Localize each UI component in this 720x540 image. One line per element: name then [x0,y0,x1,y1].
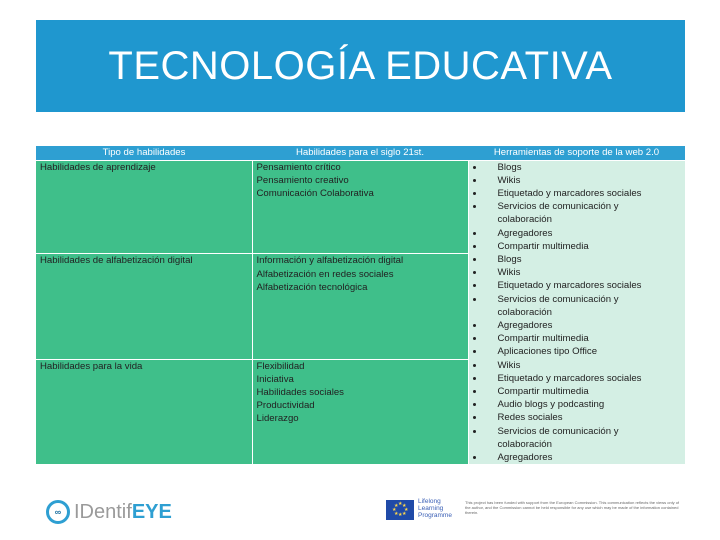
tool-item: Etiquetado y marcadores sociales [469,372,686,385]
skill-item: Liderazgo [256,413,299,425]
title-banner [36,20,685,112]
skill-item: Pensamiento creativo [256,174,349,186]
brand-wordmark: IDentifEYE [74,500,172,523]
skill-type-cell [36,359,252,464]
eu-disclaimer: This project has been funded with support from the European Commission. This communication reflects the views only of the author, and the Commission cannot be held responsible for any use which may be made of the information contained therein. [465,500,680,515]
tool-item: Servicios de comunicación y [469,425,686,438]
table-header-row [36,146,685,160]
skill-item: Pensamiento crítico [256,161,341,173]
llp-text: Lifelong Learning Programme [418,498,452,519]
tool-item-continuation: colaboración [497,214,552,226]
header-web-tools: Herramientas de soporte de la web 2.0 [468,146,685,160]
skill-type-label: Habilidades de alfabetización digital [40,255,193,267]
tool-item: Blogs [469,253,686,266]
header-skill-type: Tipo de habilidades [36,146,252,160]
skill-type-cell [36,254,252,359]
footer [0,490,720,535]
tool-item: Agregadores [469,319,686,332]
skills-cell [252,359,468,464]
tool-item: Agregadores [469,227,686,240]
tool-item: Compartir multimedia [469,332,686,345]
skill-item: Alfabetización en redes sociales [256,268,394,280]
skill-item: Flexibilidad [256,360,305,372]
skill-type-label: Habilidades para la vida [40,360,143,372]
tool-item: Compartir multimedia [469,240,686,253]
tools-cell [468,160,685,464]
header-21st-century-skills: Habilidades para el siglo 21st. [252,146,468,160]
eye-logo-icon: ∞ [46,500,70,524]
tool-item-continuation: colaboración [497,306,552,318]
tool-item: Servicios de comunicación y [469,200,686,213]
identifeye-logo [46,498,196,526]
skills-cell [252,254,468,359]
skill-item: Habilidades sociales [256,386,344,398]
tool-item: Wikis [469,174,686,187]
skill-item: Información y alfabetización digital [256,255,404,267]
tool-item: Wikis [469,266,686,279]
tool-item: Etiquetado y marcadores sociales [469,279,686,292]
tool-item-continuation: colaboración [497,438,552,450]
table-row [36,160,685,254]
skill-type-label: Habilidades de aprendizaje [40,161,156,173]
skills-cell [252,160,468,254]
skill-type-cell [36,160,252,254]
skill-item: Comunicación Colaborativa [256,187,374,199]
tool-item: Agregadores [469,451,686,464]
skills-table [36,146,685,464]
skill-item: Iniciativa [256,373,294,385]
eu-flag-icon: ★ ★ ★ ★ ★ ★ ★ ★ [386,500,414,520]
page-title: TECNOLOGÍA EDUCATIVA [108,43,613,88]
tool-item: Wikis [469,359,686,372]
skill-item: Productividad [256,400,315,412]
tool-item: Audio blogs y podcasting [469,398,686,411]
lifelong-learning-logo [386,498,476,528]
tool-item: Compartir multimedia [469,385,686,398]
skill-item: Alfabetización tecnológica [256,281,368,293]
tool-item: Redes sociales [469,411,686,424]
tool-item: Blogs [469,161,686,174]
tool-item: Servicios de comunicación y [469,293,686,306]
tools-list [469,161,686,465]
tool-item: Etiquetado y marcadores sociales [469,187,686,200]
tool-item: Aplicaciones tipo Office [469,345,686,358]
